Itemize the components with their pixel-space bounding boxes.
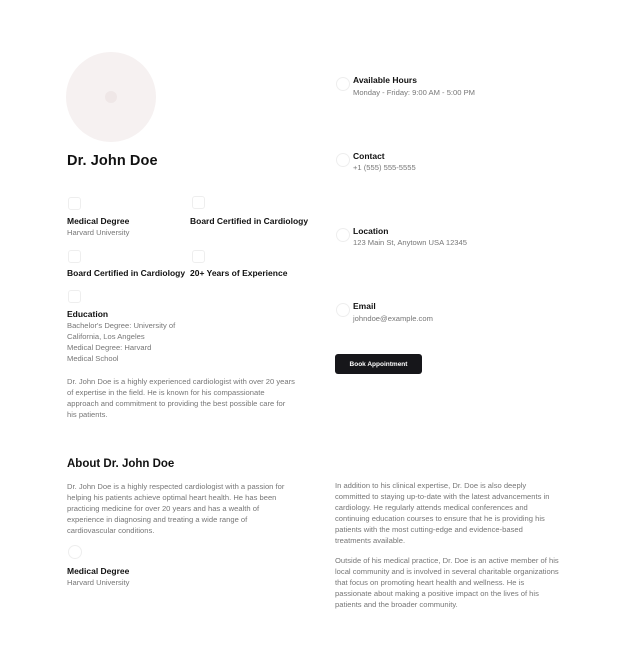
clock-icon: [336, 77, 350, 91]
degree-icon: [68, 545, 82, 559]
book-appointment-button[interactable]: Book Appointment: [335, 354, 422, 374]
credential-label-1: Medical Degree: [67, 216, 130, 226]
certificate-icon: [68, 250, 81, 263]
about-left-line: practicing medicine for over 20 years and has a wealth of: [67, 504, 260, 513]
education-line-3: Medical Degree: Harvard: [67, 343, 152, 352]
about-right-line: cardiology. He regularly attends medical conferences and: [335, 503, 528, 512]
credential-label-3: Board Certified in Cardiology: [67, 268, 186, 278]
about-right-line: local community and is involved in several charitable organizations: [335, 567, 559, 576]
credential-label-2: Board Certified in Cardiology: [190, 216, 309, 226]
about-left-line: experience in diagnosing and treating a wide range of: [67, 515, 248, 524]
phone-icon: [336, 153, 350, 167]
location-icon: [336, 228, 350, 242]
experience-icon: [192, 250, 205, 263]
avatar-placeholder-icon: [105, 91, 117, 103]
email-icon: [336, 303, 350, 317]
about-right-line: committed to staying up-to-date with the latest advancements in: [335, 492, 550, 501]
education-line-2: California, Los Angeles: [67, 332, 145, 341]
education-line-1: Bachelor's Degree: University of: [67, 321, 176, 330]
degree-icon: [68, 197, 81, 210]
profile-avatar: [66, 52, 156, 142]
bio-line: approach and commitment to providing the best possible care for: [67, 399, 286, 408]
about-title: About Dr. John Doe: [67, 458, 175, 470]
email-value[interactable]: johndoe@example.com: [353, 314, 433, 323]
about-right-line: that focus on promoting heart health and wellness. He is: [335, 578, 525, 587]
education-icon: [68, 290, 81, 303]
about-left-line: helping his patients achieve optimal heart health. He has been: [67, 493, 277, 502]
education-line-4: Medical School: [67, 354, 119, 363]
hours-label: Available Hours: [353, 75, 417, 85]
doctor-name: Dr. John Doe: [67, 153, 158, 169]
bio-line: his patients.: [67, 410, 108, 419]
contact-label: Contact: [353, 151, 385, 161]
about-right-line: patients and the broader community.: [335, 600, 458, 609]
about-left-line: cardiovascular conditions.: [67, 526, 155, 535]
about-left-line: Dr. John Doe is a highly respected cardiologist with a passion for: [67, 482, 285, 491]
hours-value: Monday - Friday: 9:00 AM - 5:00 PM: [353, 88, 475, 97]
certificate-icon: [192, 196, 205, 209]
credential-label-4: 20+ Years of Experience: [190, 268, 288, 278]
location-label: Location: [353, 226, 389, 236]
credential-sub-1: Harvard University: [67, 228, 130, 237]
about-right-line: passionate about making a positive impact on the lives of his: [335, 589, 539, 598]
location-value: 123 Main St, Anytown USA 12345: [353, 238, 467, 247]
about-right-line: patients with the most cutting-edge and evidence-based: [335, 525, 523, 534]
about-degree-label: Medical Degree: [67, 566, 130, 576]
bio-line: Dr. John Doe is a highly experienced cardiologist with over 20 years: [67, 377, 295, 386]
email-label: Email: [353, 301, 376, 311]
about-right-line: In addition to his clinical expertise, Dr. Doe is also deeply: [335, 481, 527, 490]
about-right-line: continuing education courses to ensure that he is providing his: [335, 514, 545, 523]
contact-value: +1 (555) 555-5555: [353, 163, 416, 172]
about-degree-sub: Harvard University: [67, 578, 130, 587]
about-right-line: Outside of his medical practice, Dr. Doe is an active member of his: [335, 556, 559, 565]
bio-line: of expertise in the field. He is known for his compassionate: [67, 388, 265, 397]
education-label: Education: [67, 309, 109, 319]
about-right-line: treatments available.: [335, 536, 406, 545]
